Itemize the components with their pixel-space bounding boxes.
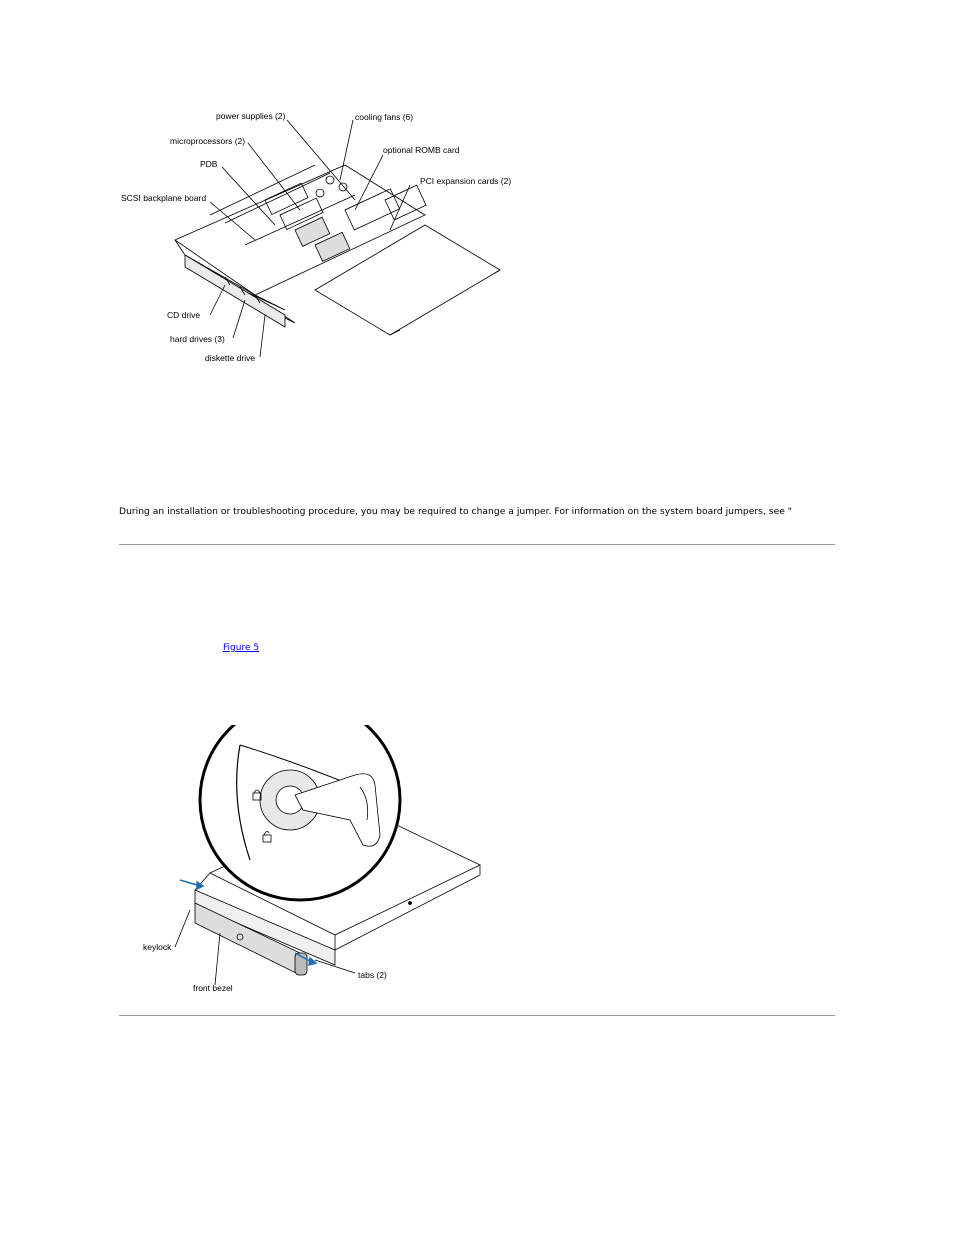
label-scsi-backplane: SCSI backplane board [121, 193, 207, 203]
label-front-bezel: front bezel [193, 983, 233, 993]
label-diskette-drive: diskette drive [205, 353, 256, 363]
label-microprocessors: microprocessors (2) [170, 136, 246, 146]
label-tabs: tabs (2) [358, 970, 387, 980]
front-bezel-figure [135, 725, 490, 995]
section-divider [119, 544, 835, 545]
figure-5-link[interactable]: Figure 5 [223, 643, 260, 653]
label-cooling-fans: cooling fans (6) [355, 112, 414, 122]
front-bezel-illustration [135, 725, 490, 995]
label-power-supplies: power supplies (2) [216, 111, 286, 121]
label-hard-drives: hard drives (3) [170, 334, 225, 344]
label-optional-romb: optional ROMB card [383, 145, 460, 155]
label-keylock: keylock [143, 942, 172, 952]
label-pdb: PDB [200, 159, 218, 169]
jumper-paragraph-text: During an installation or troubleshooting procedure, you may be required to change a jumper. For information on the system board jumpers, see " [119, 506, 793, 517]
system-internals-illustration [115, 105, 525, 370]
jumper-paragraph [119, 505, 835, 518]
system-internals-figure [115, 105, 525, 370]
section-divider-bottom [119, 1015, 835, 1016]
label-cd-drive: CD drive [167, 310, 201, 320]
label-pci-cards: PCI expansion cards (2) [420, 176, 512, 186]
